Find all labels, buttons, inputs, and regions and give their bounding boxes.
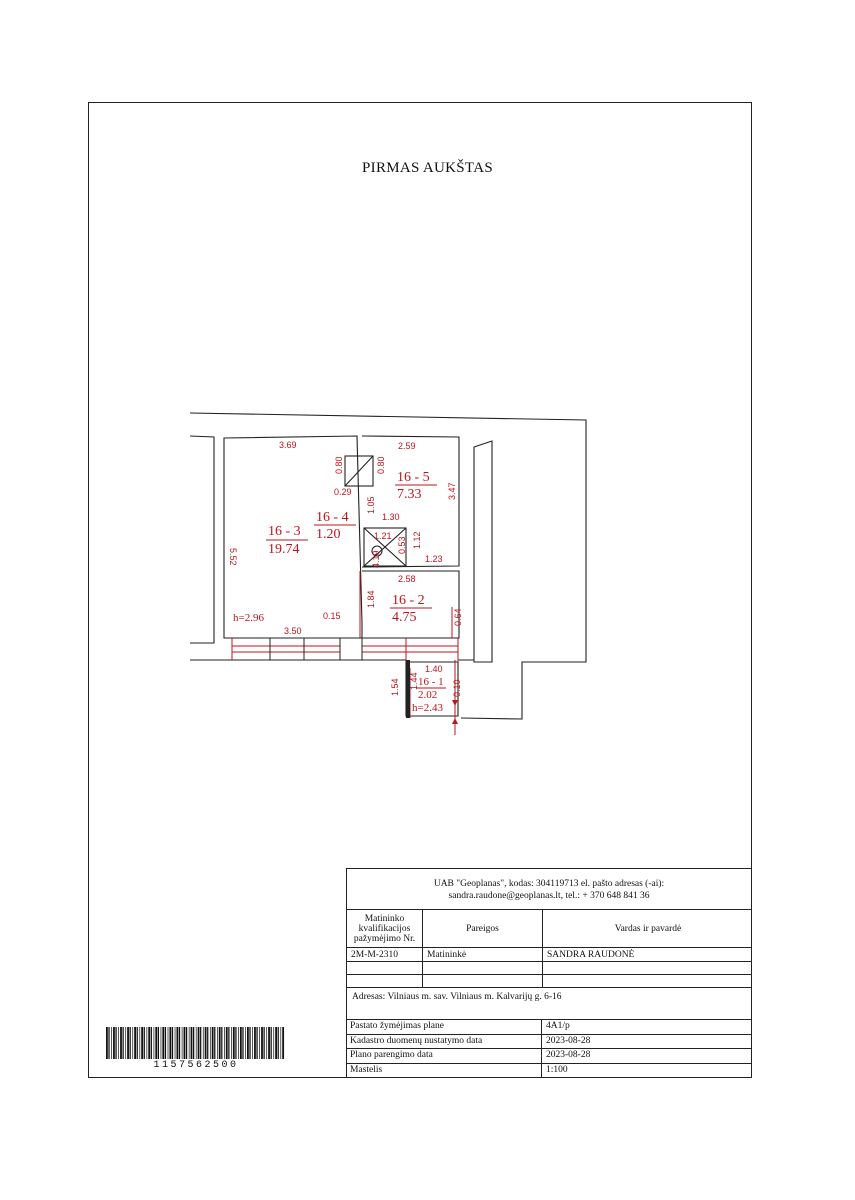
- plan-info: [347, 1020, 751, 1078]
- info-row: [347, 1049, 751, 1064]
- barcode-bar: [172, 1027, 173, 1059]
- height-label-1: h=2.96: [233, 612, 264, 624]
- page-title: PIRMAS AUKŠTAS: [362, 160, 493, 176]
- certificate-number: 2M-M-2310: [347, 948, 423, 961]
- barcode-bar: [132, 1027, 133, 1059]
- barcode-bar: [113, 1027, 115, 1059]
- height-label-2: h=2.43: [412, 702, 443, 714]
- barcode-bar: [221, 1027, 222, 1059]
- barcode-bar: [127, 1027, 129, 1059]
- barcode-bar: [228, 1027, 229, 1059]
- surveyor-row: [347, 948, 751, 962]
- dim-1-84: 1.84: [366, 590, 376, 608]
- barcode-bar: [240, 1027, 242, 1059]
- barcode-bar: [235, 1027, 236, 1059]
- dim-1-40: 1.40: [425, 664, 443, 674]
- dim-1-12: 1.12: [412, 531, 422, 549]
- dim-1-44: 1.44: [409, 672, 419, 690]
- barcode-bar: [134, 1027, 136, 1059]
- barcode-bar: [198, 1027, 200, 1059]
- room-id-16-3: 16 - 3: [268, 524, 301, 539]
- barcode-bar: [168, 1027, 169, 1059]
- dim-2-59: 2.59: [398, 441, 416, 451]
- barcode-bar: [231, 1027, 232, 1059]
- dim-2-58: 2.58: [398, 574, 416, 584]
- barcode-bar: [125, 1027, 126, 1059]
- barcode-bar: [175, 1027, 176, 1059]
- dim-0-10: 0.10: [452, 679, 462, 697]
- barcode-bar: [137, 1027, 138, 1059]
- address: Adresas: Vilniaus m. sav. Vilniaus m. Kalvarijų g. 6-16: [347, 988, 751, 1020]
- dim-0-80-b: 0.80: [376, 456, 386, 474]
- window-1: [270, 638, 304, 660]
- barcode-bar: [184, 1027, 186, 1059]
- info-separator: [541, 1035, 542, 1049]
- barcode-bar: [196, 1027, 197, 1059]
- header-certificate: Matininko kvalifikacijos pažymėjimo Nr.: [347, 910, 423, 947]
- barcode-bar: [123, 1027, 124, 1059]
- room-id-16-4: 16 - 4: [316, 510, 349, 525]
- barcode-bar: [280, 1027, 281, 1059]
- info-label: Mastelis: [350, 1064, 383, 1075]
- barcode-bar: [282, 1027, 284, 1059]
- barcode-bar: [247, 1027, 249, 1059]
- window-2: [340, 638, 362, 660]
- header-name: Vardas ir pavardė: [614, 923, 682, 934]
- title-block: [346, 868, 752, 1078]
- surveyor-name: SANDRA RAUDONĖ: [547, 949, 635, 960]
- barcode-bar: [189, 1027, 190, 1059]
- barcode-bar: [271, 1027, 272, 1059]
- dim-0-53: 0.53: [397, 536, 407, 554]
- dim-1-21: 1.21: [374, 531, 392, 541]
- barcode-bar: [200, 1027, 201, 1059]
- barcode-bar: [238, 1027, 239, 1059]
- barcode-bar: [115, 1027, 116, 1059]
- dim-3-47: 3.47: [447, 482, 457, 500]
- info-value: 2023-08-28: [546, 1035, 591, 1046]
- empty-row-2: [347, 975, 751, 988]
- barcode-bar: [155, 1027, 157, 1059]
- empty-row-1: [347, 962, 751, 975]
- barcode-bar: [108, 1027, 109, 1059]
- info-separator: [541, 1049, 542, 1063]
- info-row: [347, 1064, 751, 1079]
- barcode-bar: [139, 1027, 140, 1059]
- barcode-bar: [273, 1027, 274, 1059]
- entrance-lines: [232, 638, 458, 662]
- barcode-bar: [252, 1027, 253, 1059]
- info-value: 1:100: [546, 1064, 568, 1075]
- barcode-bar: [147, 1027, 148, 1059]
- dim-0-64: 0.64: [453, 608, 463, 626]
- company-line-1: UAB "Geoplanas", kodas: 304119713 el. pašto adresas (-ai):: [433, 879, 665, 889]
- barcode-bar: [148, 1027, 150, 1059]
- barcode-bar: [233, 1027, 235, 1059]
- room-area-16-2: 4.75: [392, 610, 417, 625]
- dim-3-50: 3.50: [284, 626, 302, 636]
- barcode-bar: [207, 1027, 208, 1059]
- right-neighbor-wall: [474, 441, 492, 662]
- info-row: [347, 1035, 751, 1050]
- barcode-bar: [254, 1027, 256, 1059]
- info-separator: [541, 1020, 542, 1034]
- barcode-bar: [278, 1027, 279, 1059]
- surveyor-table-header: [347, 910, 751, 948]
- barcode-bar: [106, 1027, 108, 1059]
- header-position: Pareigos: [423, 910, 543, 947]
- barcode-bar: [264, 1027, 265, 1059]
- barcode-bar: [242, 1027, 243, 1059]
- barcode-bar: [245, 1027, 246, 1059]
- barcode-bar: [226, 1027, 228, 1059]
- barcode-bar: [179, 1027, 180, 1059]
- dim-arrow: [452, 700, 458, 706]
- barcode-bar: [177, 1027, 179, 1059]
- empty-cell: [423, 962, 543, 974]
- barcode-bar: [214, 1027, 215, 1059]
- barcode-bar: [256, 1027, 257, 1059]
- barcode-bar: [182, 1027, 183, 1059]
- info-row: [347, 1020, 751, 1035]
- barcode-bar: [210, 1027, 211, 1059]
- barcode-bar: [259, 1027, 260, 1059]
- barcode-bar: [162, 1027, 164, 1059]
- barcode-bar: [203, 1027, 204, 1059]
- company-line-2: sandra.raudone@geoplanas.lt, tel.: + 370 648 841 36: [448, 891, 650, 901]
- barcode-bar: [186, 1027, 187, 1059]
- barcode-bar: [217, 1027, 218, 1059]
- info-value: 4A1/p: [546, 1021, 570, 1031]
- room-area-16-5: 7.33: [397, 487, 422, 502]
- dim-0-80-a: 0.80: [334, 456, 344, 474]
- dim-0-29: 0.29: [334, 487, 352, 497]
- barcode-bar: [224, 1027, 225, 1059]
- info-value: 2023-08-28: [546, 1050, 591, 1060]
- chimney-diagonal: [345, 456, 373, 486]
- barcode: [106, 1027, 286, 1059]
- dim-1-05: 1.05: [366, 496, 376, 514]
- empty-cell: [543, 975, 753, 987]
- barcode-bar: [169, 1027, 171, 1059]
- empty-cell: [423, 975, 543, 987]
- barcode-bar: [118, 1027, 119, 1059]
- barcode-bar: [193, 1027, 194, 1059]
- empty-cell: [347, 975, 423, 987]
- dim-3-69: 3.69: [279, 440, 297, 450]
- barcode-bar: [130, 1027, 131, 1059]
- barcode-bar: [151, 1027, 152, 1059]
- barcode-bar: [120, 1027, 122, 1059]
- empty-cell: [543, 962, 753, 974]
- dim-5-52: 5.52: [228, 548, 238, 566]
- barcode-bar: [161, 1027, 162, 1059]
- room-area-16-3: 19.74: [268, 542, 300, 557]
- barcode-bar: [111, 1027, 112, 1059]
- dim-1-23: 1.23: [425, 554, 443, 564]
- barcode-bar: [249, 1027, 250, 1059]
- barcode-bar: [158, 1027, 159, 1059]
- info-label: Kadastro duomenų nustatymo data: [350, 1035, 483, 1046]
- barcode-bar: [165, 1027, 166, 1059]
- barcode-bar: [219, 1027, 221, 1059]
- barcode-bar: [144, 1027, 145, 1059]
- info-separator: [541, 1064, 542, 1079]
- room-id-16-1: 16 - 1: [418, 676, 444, 688]
- barcode-bar: [212, 1027, 214, 1059]
- barcode-bar: [275, 1027, 277, 1059]
- dim-1-54: 1.54: [390, 678, 400, 696]
- dim-4-19: 4.19: [371, 550, 381, 568]
- barcode-bar: [205, 1027, 207, 1059]
- barcode-bar: [266, 1027, 267, 1059]
- barcode-bar: [191, 1027, 193, 1059]
- room-area-16-1: 2.02: [418, 689, 438, 701]
- room-area-16-4: 1.20: [316, 527, 341, 542]
- empty-cell: [347, 962, 423, 974]
- barcode-bar: [268, 1027, 270, 1059]
- left-neighbor-wall: [190, 436, 214, 643]
- dim-arrow-2: [452, 718, 458, 724]
- room-id-16-5: 16 - 5: [397, 470, 430, 485]
- info-label: Plano parengimo data: [350, 1050, 433, 1060]
- barcode-number: 1157562500: [153, 1060, 239, 1071]
- dim-0-15: 0.15: [323, 611, 341, 621]
- dim-1-30: 1.30: [382, 512, 400, 522]
- position-value: Matininkė: [423, 948, 543, 961]
- barcode-bar: [261, 1027, 263, 1059]
- barcode-bar: [154, 1027, 155, 1059]
- barcode-bar: [141, 1027, 143, 1059]
- company-info: [347, 869, 751, 910]
- room-id-16-2: 16 - 2: [392, 593, 425, 608]
- info-label: Pastato žymėjimas plane: [350, 1021, 444, 1031]
